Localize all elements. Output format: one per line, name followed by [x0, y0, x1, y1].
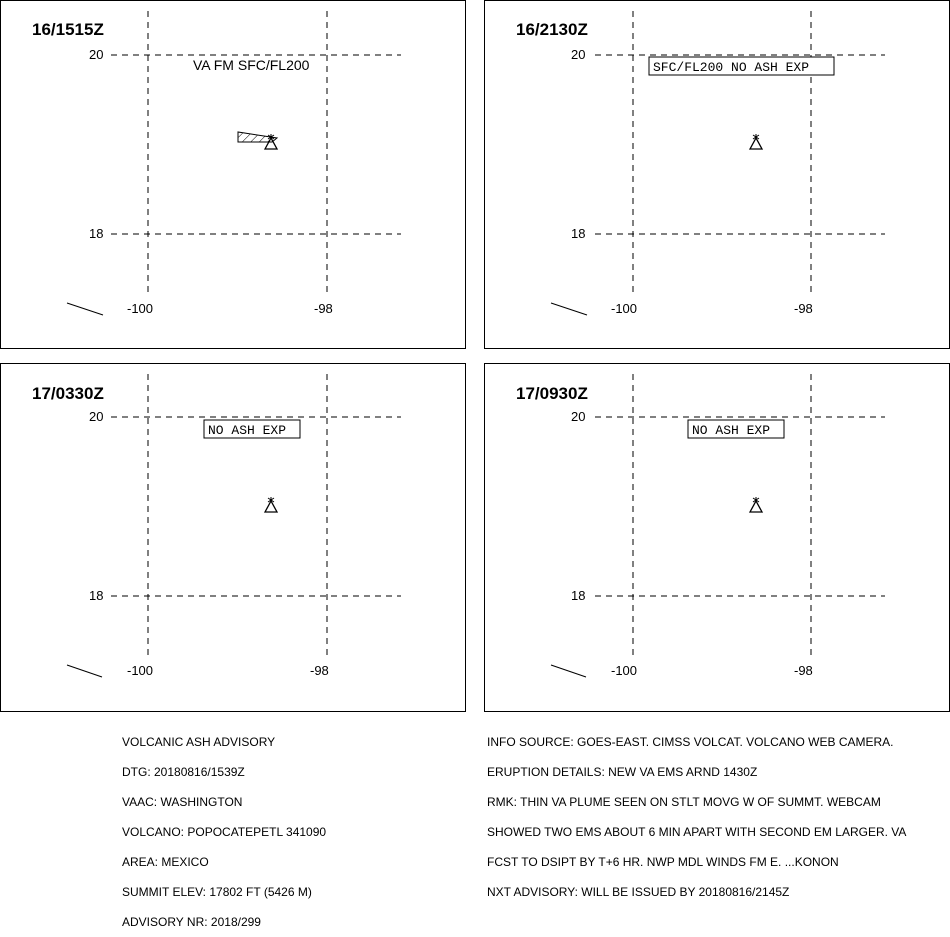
advisory-line: NXT ADVISORY: WILL BE ISSUED BY 20180816/2145Z	[487, 885, 790, 899]
panel-time: 16/2130Z	[516, 20, 588, 39]
lon-label-100: -100	[127, 663, 154, 678]
lat-label-20: 20	[571, 47, 586, 62]
scale-marker	[67, 665, 102, 677]
map-panel-1	[1, 1, 467, 350]
lat-label-20: 20	[571, 409, 586, 424]
lon-label-100: -100	[611, 301, 638, 316]
lon-label-98: -98	[310, 663, 329, 678]
advisory-line: VOLCANO: POPOCATEPETL 341090	[122, 825, 327, 839]
scale-marker	[551, 303, 587, 315]
map-panel-2	[485, 1, 950, 350]
advisory-line: SHOWED TWO EMS ABOUT 6 MIN APART WITH SECOND EM LARGER. VA	[487, 825, 907, 839]
lon-label-98: -98	[314, 301, 333, 316]
panel-time: 17/0930Z	[516, 384, 588, 403]
ash-level-label: SFC/FL200 NO ASH EXP	[653, 60, 810, 75]
lon-label-98: -98	[794, 663, 813, 678]
forecast-panel-3	[0, 363, 466, 712]
lat-label-18: 18	[89, 588, 104, 603]
ash-level-label: NO ASH EXP	[208, 423, 287, 438]
lon-label-100: -100	[127, 301, 154, 316]
advisory-line: ERUPTION DETAILS: NEW VA EMS ARND 1430Z	[487, 765, 758, 779]
volcano-icon	[265, 497, 277, 512]
lat-label-20: 20	[89, 409, 104, 424]
lon-label-98: -98	[794, 301, 813, 316]
advisory-line: VAAC: WASHINGTON	[122, 795, 243, 809]
lat-label-18: 18	[571, 226, 586, 241]
advisory-header-block	[122, 717, 326, 937]
advisory-line: DTG: 20180816/1539Z	[122, 765, 245, 779]
forecast-panel-4	[484, 363, 950, 712]
volcano-icon	[750, 134, 762, 149]
volcano-icon	[750, 497, 762, 512]
map-panel-3	[1, 364, 467, 713]
advisory-line: VOLCANIC ASH ADVISORY	[122, 735, 276, 749]
map-panel-4	[485, 364, 950, 713]
scale-marker	[551, 665, 586, 677]
panel-time: 17/0330Z	[32, 384, 104, 403]
advisory-line: FCST TO DSIPT BY T+6 HR. NWP MDL WINDS FM E. ...KONON	[487, 855, 839, 869]
scale-marker	[67, 303, 103, 315]
advisory-line: ADVISORY NR: 2018/299	[122, 915, 261, 929]
advisory-line: AREA: MEXICO	[122, 855, 209, 869]
lat-label-18: 18	[89, 226, 104, 241]
lat-label-18: 18	[571, 588, 586, 603]
panel-time: 16/1515Z	[32, 20, 104, 39]
forecast-panel-2	[484, 0, 950, 349]
advisory-details-block	[487, 717, 906, 907]
advisory-line: RMK: THIN VA PLUME SEEN ON STLT MOVG W OF SUMMT. WEBCAM	[487, 795, 881, 809]
lon-label-100: -100	[611, 663, 638, 678]
advisory-line: INFO SOURCE: GOES-EAST. CIMSS VOLCAT. VOLCANO WEB CAMERA.	[487, 735, 894, 749]
lat-label-20: 20	[89, 47, 104, 62]
ash-level-label: NO ASH EXP	[692, 423, 771, 438]
forecast-panel-1	[0, 0, 466, 349]
advisory-line: SUMMIT ELEV: 17802 FT (5426 M)	[122, 885, 312, 899]
ash-level-label: VA FM SFC/FL200	[193, 57, 310, 73]
